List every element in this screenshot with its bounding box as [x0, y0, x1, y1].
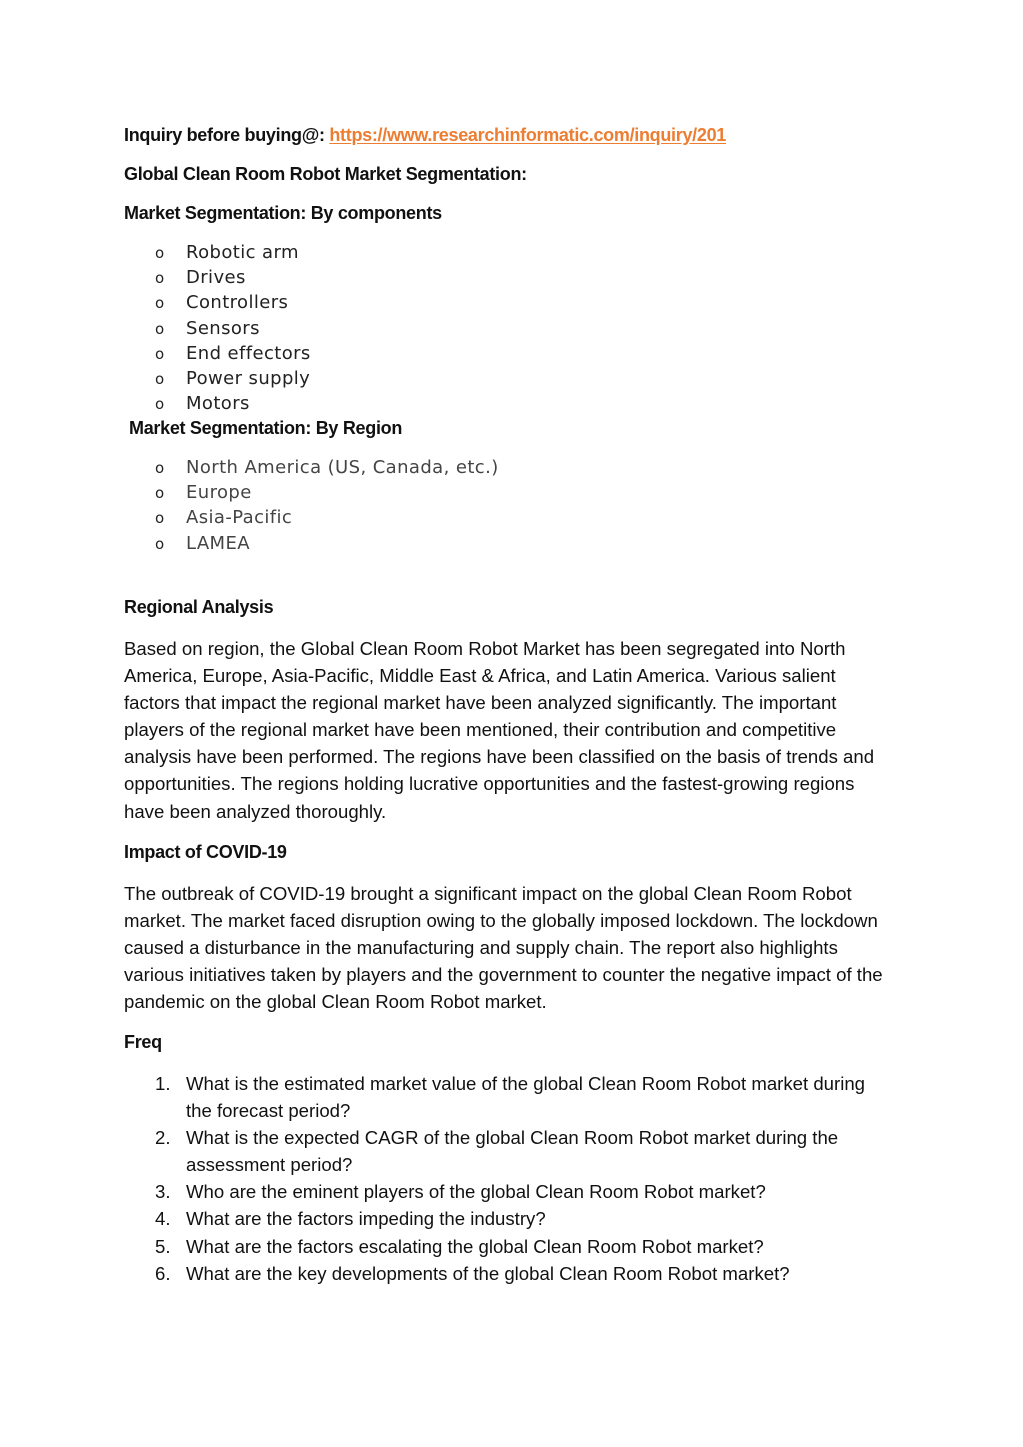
faq-item: 5. What are the factors escalating the global Clean Room Robot market?	[155, 1235, 764, 1257]
regional-analysis-body: Based on region, the Global Clean Room Robot Market has been segregated into North America, Europe, Asia-Pacific, Middle East & Africa, and Latin America. Various salient factors that impact the regional market have been analyzed significantly. The important players of the regional market have been mentioned, their contribution and competitive analysis have been performed. The regions have been classified on the basis of trends and opportunities. The regions holding lucrative opportunities and the fastest-growing regions have been analyzed thoroughly.	[124, 638, 875, 822]
bullet-marker: o	[155, 459, 165, 477]
faq-item: 6. What are the key developments of the global Clean Room Robot market?	[155, 1262, 790, 1284]
list-item: o North America (US, Canada, etc.)	[155, 455, 499, 480]
list-item: o Controllers	[155, 290, 311, 315]
region-list	[155, 455, 499, 556]
list-item: o Power supply	[155, 366, 311, 391]
covid-heading: Impact of COVID-19	[124, 842, 287, 862]
list-item: o Robotic arm	[155, 240, 311, 265]
bullet-marker: o	[155, 294, 165, 313]
bullet-marker: o	[155, 269, 165, 288]
components-heading: Market Segmentation: By components	[124, 203, 442, 223]
inquiry-line	[124, 125, 726, 146]
faq-list	[124, 1070, 894, 1287]
faq-item: 2. What is the expected CAGR of the global Clean Room Robot market during the assessment period?	[155, 1127, 839, 1176]
bullet-marker: o	[155, 244, 165, 262]
inquiry-label: Inquiry before buying@:	[124, 125, 330, 145]
inquiry-link[interactable]: https://www.researchinformatic.com/inquiry/201	[329, 125, 727, 145]
components-list	[155, 240, 311, 416]
faq-item: 3. Who are the eminent players of the global Clean Room Robot market?	[155, 1181, 766, 1203]
bullet-marker: o	[155, 395, 165, 414]
bullet-marker: o	[155, 319, 165, 338]
faq-heading: Freq	[124, 1032, 162, 1052]
list-item: o Drives	[155, 265, 311, 290]
list-item: o LAMEA	[155, 531, 499, 556]
bullet-marker: o	[155, 484, 165, 503]
covid-body: The outbreak of COVID-19 brought a significant impact on the global Clean Room Robot market. The market faced disruption owing to the globally imposed lockdown. The lockdown caused a disturbance in the manufacturing and supply chain. The report also highlights various initiatives taken by players and the government to counter the negative impact of the pandemic on the global Clean Room Robot market.	[124, 883, 883, 1013]
list-item: o Motors	[155, 391, 311, 416]
bullet-marker: o	[155, 369, 165, 388]
list-item: o Asia-Pacific	[155, 505, 499, 530]
segmentation-title: Global Clean Room Robot Market Segmentation:	[124, 164, 527, 184]
region-heading: Market Segmentation: By Region	[129, 418, 403, 438]
faq-item: 4. What are the factors impeding the industry?	[155, 1208, 546, 1230]
regional-analysis-heading: Regional Analysis	[124, 597, 274, 617]
bullet-marker: o	[155, 509, 165, 528]
list-item: o Sensors	[155, 316, 311, 341]
list-item: o End effectors	[155, 341, 311, 366]
list-item: o Europe	[155, 480, 499, 505]
bullet-marker: o	[155, 344, 165, 363]
faq-item: 1. What is the estimated market value of the global Clean Room Robot market during the forecast period?	[155, 1073, 866, 1122]
bullet-marker: o	[155, 534, 165, 553]
